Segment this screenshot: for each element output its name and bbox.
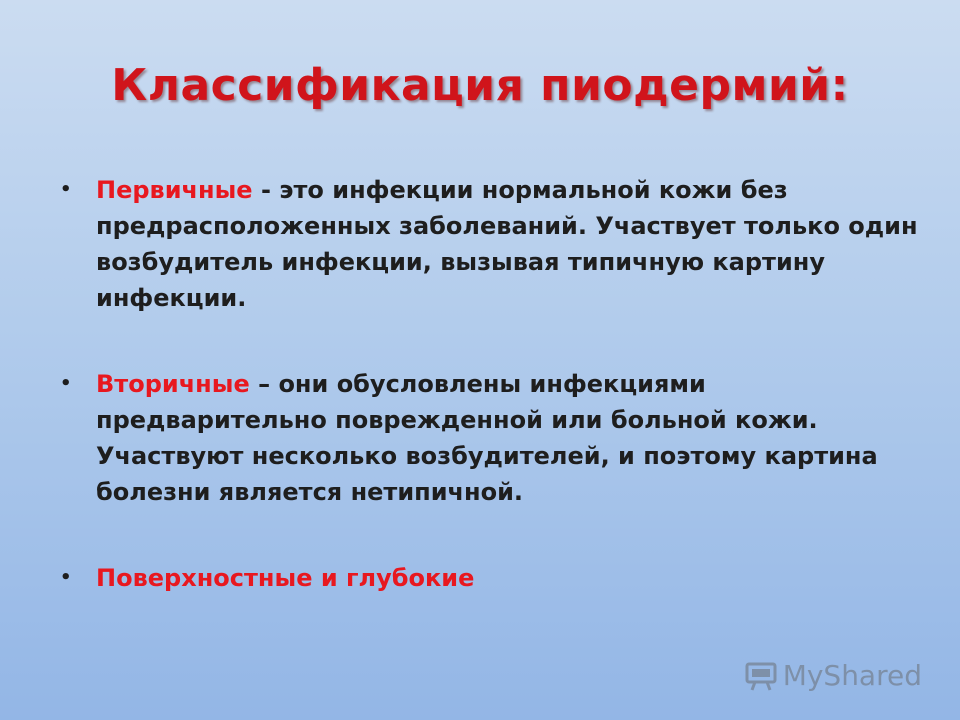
bullet-text: - это инфекции нормальной кожи без предрасположенных заболеваний. Участвует только один возбудитель инфекции, вызывая типичную картину инфекции.	[96, 176, 918, 312]
watermark	[745, 659, 922, 692]
slide-title: Классификация пиодермий:	[111, 60, 849, 111]
bullet-term: Поверхностные и глубокие	[96, 564, 475, 592]
presentation-board-icon	[745, 661, 777, 691]
bullet-marker: •	[60, 373, 72, 394]
bullet-marker: •	[60, 179, 72, 200]
watermark-text: MyShared	[782, 659, 922, 692]
bullet-list	[60, 172, 920, 596]
bullet-marker: •	[60, 567, 72, 588]
bullet-text: – они обусловлены инфекциями предварительно поврежденной или больной кожи. Участвуют несколько возбудителей, и поэтому картина болезни является нетипичной.	[96, 370, 878, 506]
bullet-item-secondary	[60, 366, 920, 510]
bullet-term: Вторичные	[96, 370, 250, 398]
bullet-item-superficial-deep	[60, 560, 920, 596]
bullet-term: Первичные	[96, 176, 253, 204]
bullet-item-primary	[60, 172, 920, 316]
